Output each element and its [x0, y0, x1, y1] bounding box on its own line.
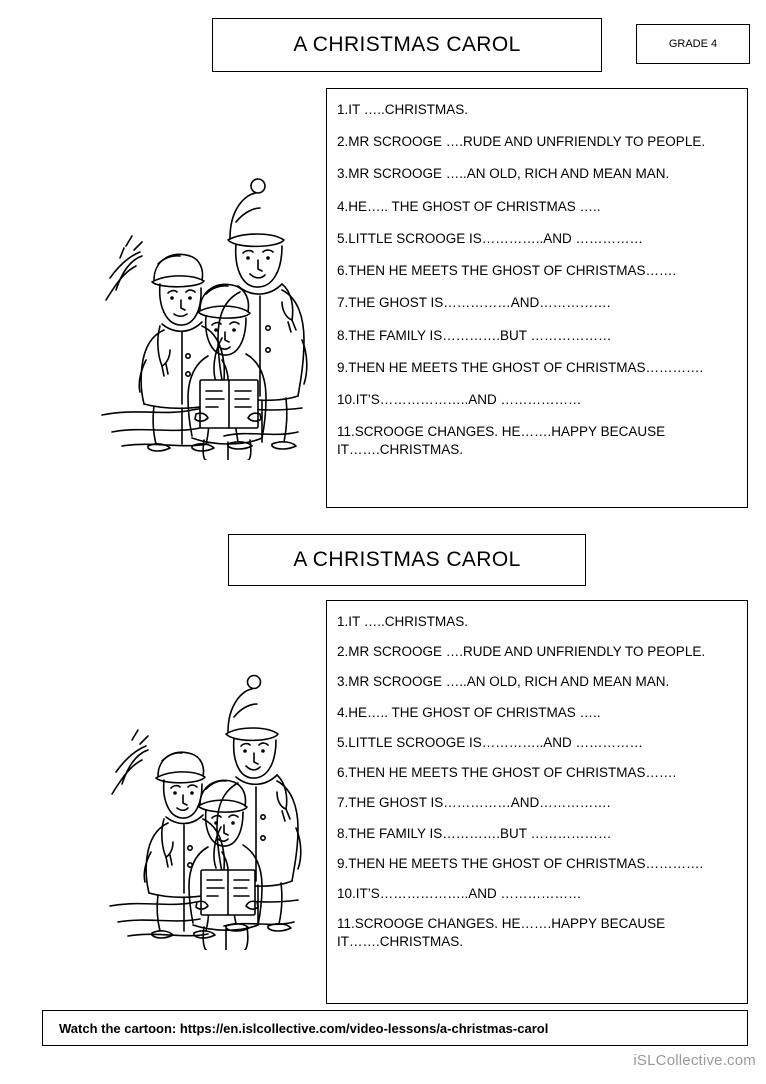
worksheet-title-box-top — [212, 18, 602, 72]
question-item: 3.MR SCROOGE …..AN OLD, RICH AND MEAN MAN. — [337, 674, 670, 690]
carolers-illustration-bottom — [104, 660, 304, 950]
question-item: 11.SCROOGE CHANGES. HE…….HAPPY BECAUSE IT…….CHRISTMAS. — [337, 916, 669, 950]
question-item: 1.IT …..CHRISTMAS. — [337, 614, 469, 629]
questions-list-top — [326, 88, 748, 508]
footer-link-box[interactable] — [42, 1010, 748, 1046]
footer-link-text[interactable]: Watch the cartoon: https://en.islcollective.com/video-lessons/a-christmas-carol — [59, 1020, 549, 1036]
question-item: 11.SCROOGE CHANGES. HE…….HAPPY BECAUSE IT…….CHRISTMAS. — [337, 424, 669, 458]
worksheet-title-box-bottom — [228, 534, 586, 586]
page-title: A CHRISTMAS CAROL — [293, 33, 521, 56]
site-watermark: iSLCollective.com — [633, 1052, 756, 1069]
question-item: 6.THEN HE MEETS THE GHOST OF CHRISTMAS……. — [337, 263, 677, 279]
question-item: 5.LITTLE SCROOGE IS…………..AND …………… — [337, 734, 644, 750]
question-item: 1.IT …..CHRISTMAS. — [337, 102, 469, 117]
question-item: 10.IT’S………………..AND ……………… — [337, 885, 582, 901]
carolers-illustration-top — [96, 160, 312, 460]
question-item: 5.LITTLE SCROOGE IS…………..AND …………… — [337, 230, 644, 246]
question-item: 4.HE….. THE GHOST OF CHRISTMAS ….. — [337, 198, 601, 214]
question-item: 6.THEN HE MEETS THE GHOST OF CHRISTMAS……. — [337, 765, 677, 781]
question-item: 3.MR SCROOGE …..AN OLD, RICH AND MEAN MAN. — [337, 166, 670, 182]
question-item: 10.IT’S………………..AND ……………… — [337, 391, 582, 407]
question-item: 7.THE GHOST IS……………AND……………. — [337, 295, 611, 311]
question-item: 8.THE FAMILY IS………….BUT ……………… — [337, 825, 612, 841]
question-item: 8.THE FAMILY IS………….BUT ……………… — [337, 327, 612, 343]
grade-label: GRADE 4 — [668, 38, 718, 50]
questions-list-bottom — [326, 600, 748, 1004]
page-title-secondary: A CHRISTMAS CAROL — [293, 548, 521, 571]
question-item: 4.HE….. THE GHOST OF CHRISTMAS ….. — [337, 704, 601, 720]
question-item: 9.THEN HE MEETS THE GHOST OF CHRISTMAS…………. — [337, 359, 704, 375]
question-item: 9.THEN HE MEETS THE GHOST OF CHRISTMAS…………. — [337, 855, 704, 871]
question-item: 2.MR SCROOGE ….RUDE AND UNFRIENDLY TO PEOPLE. — [337, 644, 706, 660]
question-item: 2.MR SCROOGE ….RUDE AND UNFRIENDLY TO PEOPLE. — [337, 134, 706, 150]
question-item: 7.THE GHOST IS……………AND……………. — [337, 795, 611, 811]
grade-badge — [636, 24, 750, 64]
